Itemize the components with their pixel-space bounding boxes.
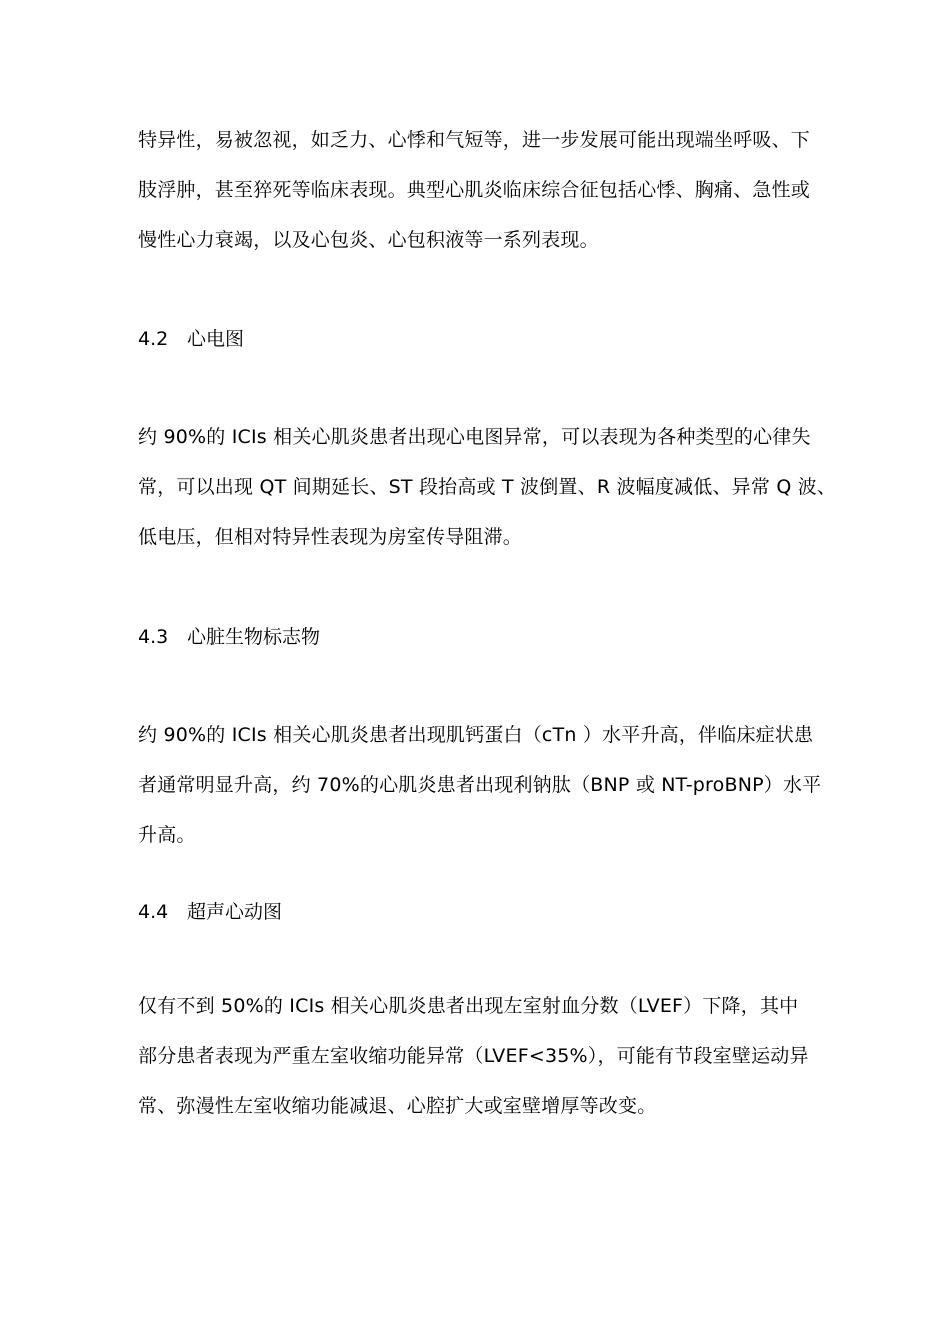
paragraph-line: 慢性心力衰竭，以及心包炎、心包积液等一系列表现。 <box>138 229 599 251</box>
section-heading-4-3 <box>138 625 320 649</box>
section-number: 4.2 <box>138 328 169 350</box>
section-heading-4-2 <box>138 327 244 351</box>
section-number: 4.3 <box>138 626 169 648</box>
section-number: 4.4 <box>138 901 169 923</box>
paragraph-line: 升高。 <box>138 824 196 846</box>
paragraph-line: 约 90%的 ICIs 相关心肌炎患者出现肌钙蛋白（cTn ）水平升高，伴临床症状患 <box>138 724 814 746</box>
paragraph-line: 常、弥漫性左室收缩功能减退、心腔扩大或室壁增厚等改变。 <box>138 1095 657 1117</box>
paragraph-line: 仅有不到 50%的 ICIs 相关心肌炎患者出现左室射血分数（LVEF）下降，其中 <box>138 995 799 1017</box>
paragraph-line: 肢浮肿，甚至猝死等临床表现。典型心肌炎临床综合征包括心悸、胸痛、急性或 <box>138 179 811 201</box>
section-title: 心电图 <box>187 328 245 350</box>
section-heading-4-4 <box>138 900 282 924</box>
paragraph-line: 者通常明显升高，约 70%的心肌炎患者出现利钠肽（BNP 或 NT-proBNP）水平 <box>138 774 822 796</box>
section-title: 心脏生物标志物 <box>187 626 321 648</box>
section-title: 超声心动图 <box>187 901 283 923</box>
paragraph-line: 特异性，易被忽视，如乏力、心悸和气短等，进一步发展可能出现端坐呼吸、下 <box>138 129 811 151</box>
paragraph-line: 常，可以出现 QT 间期延长、ST 段抬高或 T 波倒置、R 波幅度减低、异常 Q 波、 <box>138 476 837 498</box>
paragraph-line: 低电压，但相对特异性表现为房室传导阻滞。 <box>138 526 523 548</box>
paragraph-line: 约 90%的 ICIs 相关心肌炎患者出现心电图异常，可以表现为各种类型的心律失 <box>138 426 811 448</box>
paragraph-line: 部分患者表现为严重左室收缩功能异常（LVEF<35%），可能有节段室壁运动异 <box>138 1045 809 1067</box>
